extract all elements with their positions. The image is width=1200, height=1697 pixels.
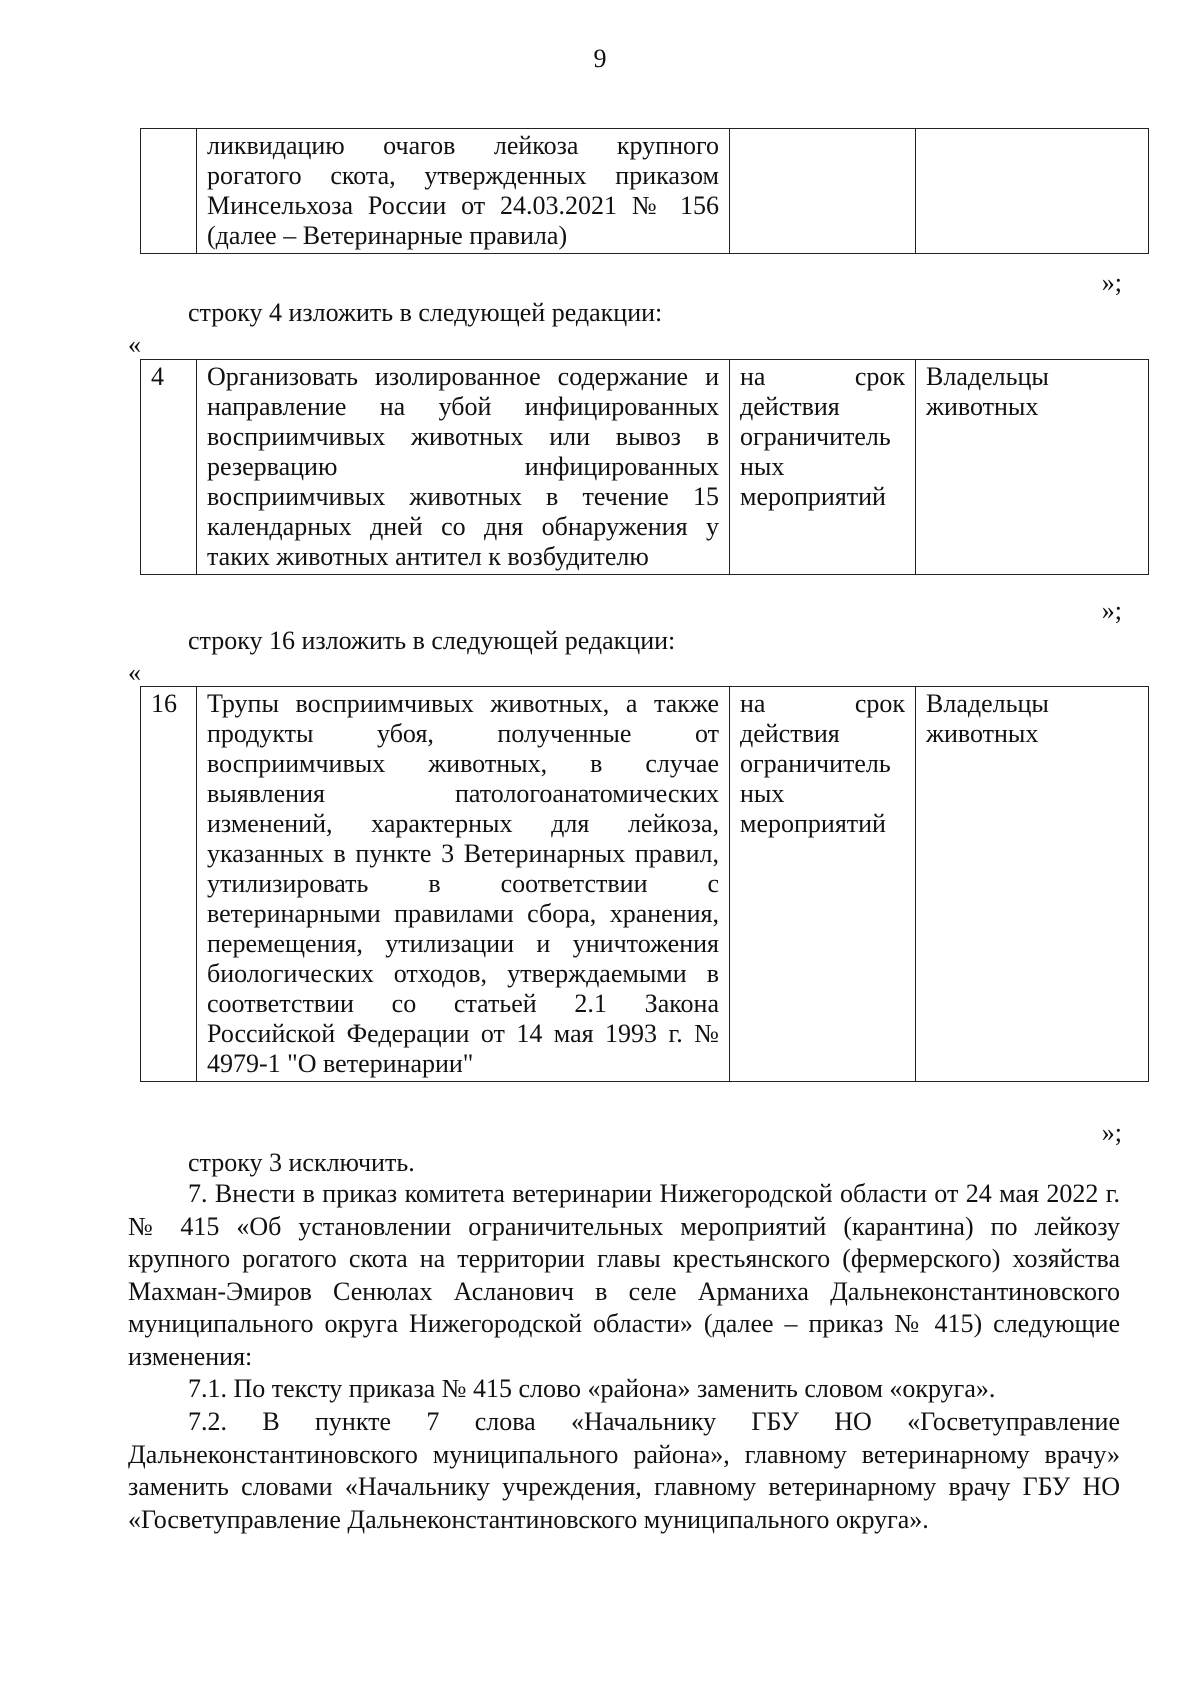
table-cell-term: на срок действия ограничитель ных мероприятий (730, 687, 916, 1082)
table-row (141, 360, 1149, 575)
table-cell-number: 4 (141, 360, 197, 575)
table-cell-number (141, 129, 197, 254)
paragraph-7-2: 7.2. В пункте 7 слова «Начальнику ГБУ НО «Госветуправление Дальнеконстантиновского муниципального района», главному ветеринарному врачу» заменить словами «Начальнику учреждения, главному ветеринарному врачу ГБУ НО «Госветуправление Дальнеконстантиновского муниципального округа». (128, 1407, 1120, 1534)
opening-quote: « (128, 330, 141, 359)
closing-quote: »; (1101, 268, 1122, 297)
closing-quote: »; (1101, 596, 1122, 625)
paragraph-7: 7. Внести в приказ комитета ветеринарии Нижегородской области от 24 мая 2022 г. № 415 «Об установлении ограничительных мероприятий (карантина) по лейкозу крупного рогатого скота на территории главы крестьянского (фермерского) хозяйства Махман-Эмиров Сенюлах Асланович в селе Арманиха Дальнеконстантиновского муниципального округа Нижегородской области» (далее – приказ № 415) следующие изменения: (128, 1179, 1120, 1371)
opening-quote: « (128, 658, 141, 687)
instruction-exclude-row3: строку 3 исключить. (188, 1148, 415, 1177)
table-cell-measure: ликвидацию очагов лейкоза крупного рогатого скота, утвержденных приказом Минсельхоза России от 24.03.2021 № 156 (далее – Ветеринарные правила) (197, 129, 730, 254)
table-row16 (140, 686, 1149, 1082)
table-cell-term (730, 129, 916, 254)
page-number: 9 (593, 44, 607, 73)
table-cell-number: 16 (141, 687, 197, 1082)
table-row (141, 129, 1149, 254)
table-row (141, 687, 1149, 1082)
table-continuation (140, 128, 1149, 254)
table-cell-measure: Организовать изолированное содержание и направление на убой инфицированных восприимчивых животных или вывоз в резервацию инфицированных восприимчивых животных в течение 15 календарных дней со дня обнаружения у таких животных антител к возбудителю (197, 360, 730, 575)
table-cell-responsible: Владельцы животных (916, 687, 1149, 1082)
table-row4 (140, 359, 1149, 575)
paragraph-7-1: 7.1. По тексту приказа № 415 слово «района» заменить словом «округа». (188, 1374, 996, 1403)
table-cell-term: на срок действия ограничитель ных мероприятий (730, 360, 916, 575)
table-cell-responsible: Владельцы животных (916, 360, 1149, 575)
instruction-row16: строку 16 изложить в следующей редакции: (188, 626, 676, 655)
instruction-row4: строку 4 изложить в следующей редакции: (188, 298, 663, 327)
closing-quote: »; (1101, 1118, 1122, 1147)
table-cell-responsible (916, 129, 1149, 254)
table-cell-measure: Трупы восприимчивых животных, а также продукты убоя, полученные от восприимчивых животных, в случае выявления патологоанатомических изменений, характерных для лейкоза, указанных в пункте 3 Ветеринарных правил, утилизировать в соответствии с ветеринарными правилами сбора, хранения, перемещения, утилизации и уничтожения биологических отходов, утверждаемыми в соответствии со статьей 2.1 Закона Российской Федерации от 14 мая 1993 г. № 4979-1 "О ветеринарии" (197, 687, 730, 1082)
